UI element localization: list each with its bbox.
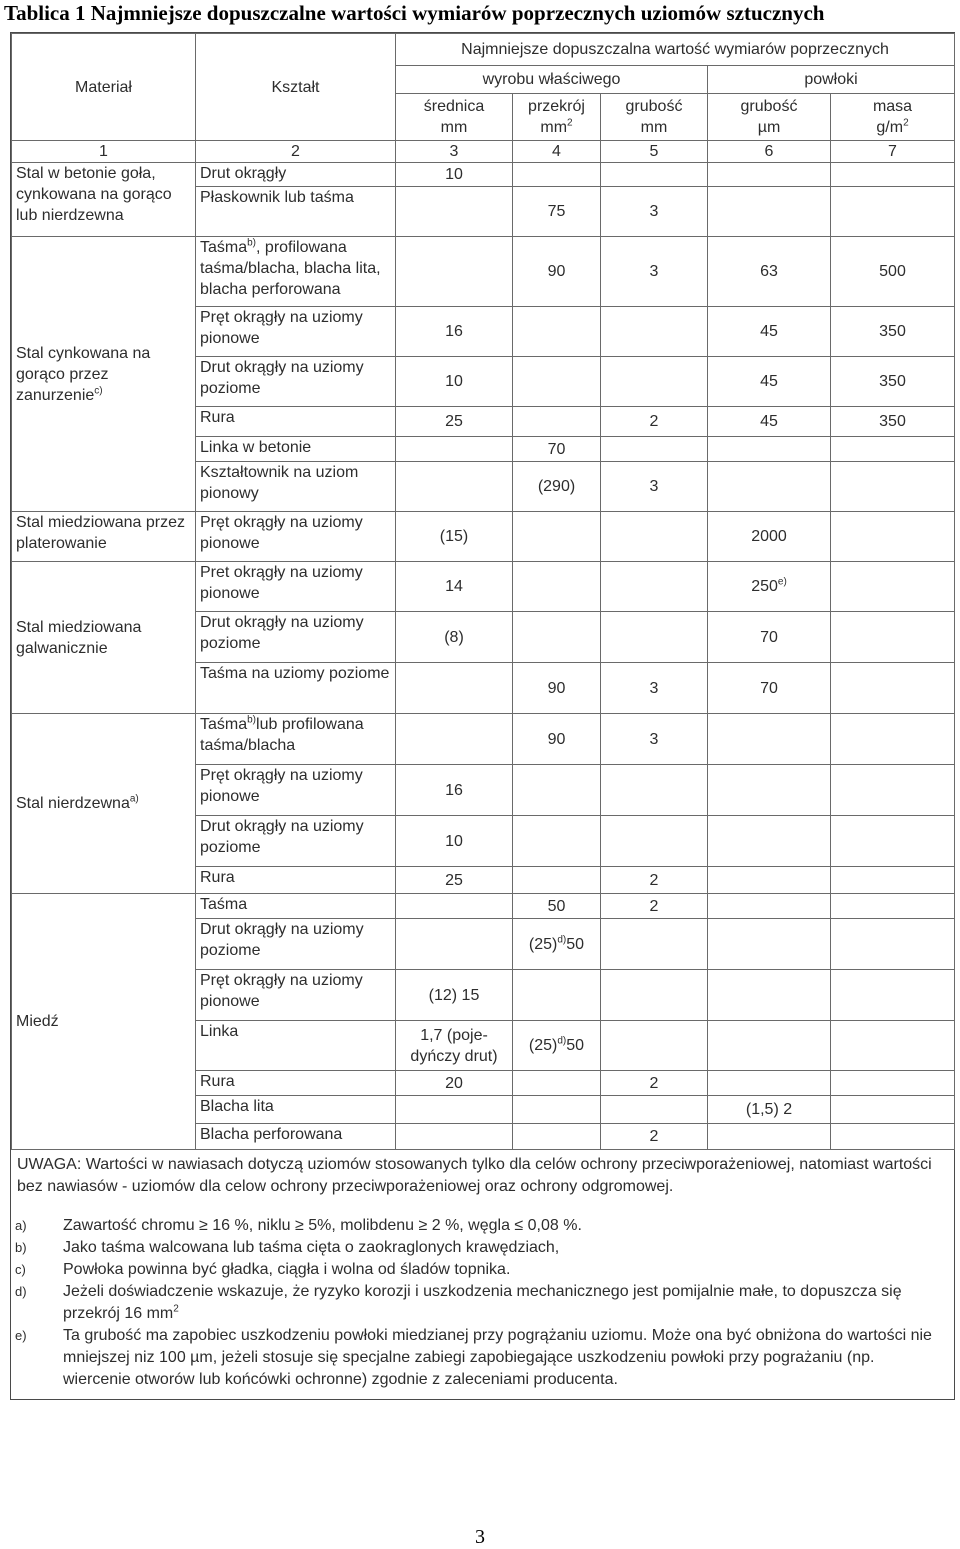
coating-mass-value [831,163,955,187]
header-coating-thickness: grubość µm [708,94,831,141]
diameter-value [396,462,513,512]
diameter-value [396,894,513,919]
cross-section-value [513,307,601,357]
cross-section-value: 90 [513,714,601,765]
coating-thickness-value [708,163,831,187]
coating-mass-value [831,816,955,867]
thickness-value: 3 [601,462,708,512]
shape-cell: Pręt okrągły na uziomy pionowe [196,512,396,562]
shape-cell: Rura [196,407,396,437]
footnote-text: Powłoka powinna być gładka, ciągła i wolna od śladów topnika. [63,1261,511,1278]
header-material: Materiał [12,34,196,141]
coating-mass-value [831,867,955,894]
coating-thickness-value: 45 [708,407,831,437]
cross-section-value [513,407,601,437]
diameter-value [396,714,513,765]
coating-mass-value [831,765,955,816]
material-cell: Stal nierdzewna$^{a)}$ [12,714,196,894]
note-text: UWAGA: Wartości w nawiasach dotyczą uziomów stosowanych tylko dla celów ochrony przeciwporażeniowej, natomiast wartości bez nawiasów - uziomów dla celow ochrony przeciwporażeniowej oraz ochrony odgromowej. [17,1156,932,1195]
shape-cell: Płaskownik lub taśma [196,187,396,237]
thickness-value [601,919,708,970]
coating-mass-value: 350 [831,357,955,407]
cross-section-value: $(25)^{d)}50$ [513,919,601,970]
column-number: 7 [831,141,955,163]
coating-thickness-value: 70 [708,663,831,714]
coating-thickness-value: 2000 [708,512,831,562]
shape-cell: Linka [196,1021,396,1071]
coating-thickness-value [708,1124,831,1150]
coating-thickness-value [708,1071,831,1096]
diameter-value: 25 [396,867,513,894]
header-shape: Kształt [196,34,396,141]
column-number: 5 [601,141,708,163]
coating-thickness-value [708,867,831,894]
column-number: 3 [396,141,513,163]
thickness-value [601,163,708,187]
thickness-value: 3 [601,714,708,765]
cross-section-value [513,612,601,663]
column-number-row [12,141,955,163]
coating-mass-value [831,919,955,970]
shape-cell: Drut okrągły na uziomy poziome [196,816,396,867]
cross-section-value: 70 [513,437,601,462]
coating-thickness-value: 45 [708,357,831,407]
material-cell: Stal cynkowana na gorąco przez zanurzenie$^{c)}$ [12,237,196,512]
cross-section-value: 90 [513,237,601,307]
coating-mass-value [831,1071,955,1096]
diameter-value: (12) 15 [396,970,513,1021]
table-title: Tablica 1 Najmniejsze dopuszczalne wartości wymiarów poprzecznych uziomów sztucznych [4,1,825,25]
shape-cell: Drut okrągły [196,163,396,187]
shape-cell: Linka w betonie [196,437,396,462]
coating-thickness-value: 70 [708,612,831,663]
material-cell: Stal miedziowana przez platerowanie [12,512,196,562]
cross-section-value [513,1096,601,1124]
material-cell: Stal w betonie goła, cynkowana na gorąco lub nierdzewna [12,163,196,237]
diameter-value: 20 [396,1071,513,1096]
column-number: 1 [12,141,196,163]
coating-thickness-value [708,462,831,512]
diameter-value: (8) [396,612,513,663]
shape-cell: Drut okrągły na uziomy poziome [196,357,396,407]
footnote-text: Jako taśma walcowana lub taśma cięta o zaokraglonych krawędziach, [63,1239,560,1256]
cross-section-value [513,562,601,612]
coating-mass-value [831,512,955,562]
diameter-value: 16 [396,307,513,357]
thickness-value [601,357,708,407]
shape-cell: Taśma$^{b)}$, profilowana taśma/blacha, blacha lita, blacha perforowana [196,237,396,307]
coating-thickness-value [708,187,831,237]
thickness-value [601,1096,708,1124]
diameter-value [396,187,513,237]
material-cell: Stal miedziowana galwanicznie [12,562,196,714]
table-row [12,562,955,612]
coating-mass-value [831,562,955,612]
diameter-value: (15) [396,512,513,562]
header-coating: powłoki [708,66,955,94]
cross-section-value [513,765,601,816]
diameter-value: 10 [396,163,513,187]
coating-mass-value [831,462,955,512]
coating-thickness-value [708,919,831,970]
coating-thickness-value: 45 [708,307,831,357]
thickness-value: 2 [601,867,708,894]
coating-thickness-value [708,714,831,765]
coating-thickness-value [708,816,831,867]
diameter-value: 10 [396,357,513,407]
cross-section-value: 90 [513,663,601,714]
thickness-value [601,970,708,1021]
shape-cell: Pręt okrągły na uziomy pionowe [196,307,396,357]
shape-cell: Taśma$^{b)}$lub profilowana taśma/blacha [196,714,396,765]
footnote-mark: d) [15,1284,27,1299]
table-row [12,714,955,765]
column-number: 2 [196,141,396,163]
diameter-value [396,919,513,970]
coating-mass-value: 350 [831,407,955,437]
shape-cell: Drut okrągły na uziomy poziome [196,919,396,970]
cross-section-value: 75 [513,187,601,237]
shape-cell: Pret okrągły na uziomy pionowe [196,562,396,612]
shape-cell: Pręt okrągły na uziomy pionowe [196,970,396,1021]
footnote-mark: c) [15,1262,26,1277]
column-number: 4 [513,141,601,163]
thickness-value: 2 [601,894,708,919]
header-coating-mass: masa $g/m^2$ [831,94,955,141]
cross-section-value [513,512,601,562]
coating-mass-value [831,663,955,714]
coating-mass-value [831,612,955,663]
cross-section-value: $(25)^{d)}50$ [513,1021,601,1071]
material-cell: Miedź [12,894,196,1150]
coating-thickness-value [708,437,831,462]
diameter-value [396,437,513,462]
table-row [12,163,955,187]
footnote-text: Jeżeli doświadczenie wskazuje, że ryzyko korozji i uszkodzenia mechanicznego jest pomijalnie małe, to dopuszcza się przekrój 16 $mm^2$ [63,1283,902,1322]
coating-thickness-value [708,765,831,816]
diameter-value: 16 [396,765,513,816]
diameter-value: 10 [396,816,513,867]
coating-thickness-value [708,1021,831,1071]
thickness-value [601,612,708,663]
coating-mass-value [831,1021,955,1071]
coating-mass-value [831,894,955,919]
page-number: 3 [475,1526,485,1548]
coating-thickness-value [708,970,831,1021]
diameter-value: 14 [396,562,513,612]
coating-thickness-value: 63 [708,237,831,307]
table-row [12,237,955,307]
header-diameter: średnica mm [396,94,513,141]
thickness-value [601,816,708,867]
coating-mass-value: 350 [831,307,955,357]
header-product: wyrobu właściwego [396,66,708,94]
coating-mass-value: 500 [831,237,955,307]
thickness-value: 2 [601,1071,708,1096]
coating-mass-value [831,970,955,1021]
shape-cell: Rura [196,867,396,894]
thickness-value [601,1021,708,1071]
coating-mass-value [831,714,955,765]
shape-cell: Rura [196,1071,396,1096]
table-sheet [10,32,955,1400]
thickness-value [601,512,708,562]
footnote-mark: e) [15,1328,27,1343]
cross-section-value [513,816,601,867]
thickness-value: 2 [601,1124,708,1150]
header-cross-section: przekrój $mm^2$ [513,94,601,141]
table-row [12,512,955,562]
cross-section-value [513,867,601,894]
diameter-value [396,1096,513,1124]
cross-section-value [513,1071,601,1096]
footnote-text: Ta grubość ma zapobiec uszkodzeniu powłoki miedzianej przy pogrążaniu uziomu. Może ona być obniżona do wartości nie mniejszej niz 100 µm, jeżeli stosuje się specjalne zabiegi zapobiegające uszkodzeniu powłoki przy pograżaniu (np. wiercenie otworów lub końcówki ochronne) zgodnie z zaleceniami producenta. [63,1327,932,1388]
coating-thickness-value [708,894,831,919]
shape-cell: Taśma na uziomy poziome [196,663,396,714]
coating-mass-value [831,187,955,237]
diameter-value [396,1124,513,1150]
column-number: 6 [708,141,831,163]
coating-thickness-value: (1,5) 2 [708,1096,831,1124]
shape-cell: Drut okrągły na uziomy poziome [196,612,396,663]
thickness-value: 2 [601,407,708,437]
footnote-mark: b) [15,1240,27,1255]
thickness-value [601,437,708,462]
diameter-value: 1,7 (poje-dyńczy drut) [396,1021,513,1071]
table-row [12,894,955,919]
thickness-value: 3 [601,237,708,307]
diameter-value [396,237,513,307]
cross-section-value: 50 [513,894,601,919]
shape-cell: Blacha perforowana [196,1124,396,1150]
diameter-value [396,663,513,714]
thickness-value [601,562,708,612]
shape-cell: Kształtownik na uziom pionowy [196,462,396,512]
diameter-value: 25 [396,407,513,437]
cross-section-value [513,163,601,187]
header-row-1 [12,34,955,66]
coating-mass-value [831,437,955,462]
thickness-value [601,307,708,357]
shape-cell: Taśma [196,894,396,919]
cross-section-value: (290) [513,462,601,512]
coating-thickness-value: 250$^{e)}$ [708,562,831,612]
shape-cell: Pręt okrągły na uziomy pionowe [196,765,396,816]
coating-mass-value [831,1096,955,1124]
dimensions-table [11,33,955,1150]
header-thickness: grubość mm [601,94,708,141]
thickness-value: 3 [601,187,708,237]
cross-section-value [513,357,601,407]
cross-section-value [513,970,601,1021]
cross-section-value [513,1124,601,1150]
footnote-mark: a) [15,1218,27,1233]
footnote-text: Zawartość chromu ≥ 16 %, niklu ≥ 5%, molibdenu ≥ 2 %, węgla ≤ 0,08 %. [63,1217,582,1234]
coating-mass-value [831,1124,955,1150]
thickness-value [601,765,708,816]
header-group: Najmniejsze dopuszczalna wartość wymiarów poprzecznych [396,34,955,66]
thickness-value: 3 [601,663,708,714]
shape-cell: Blacha lita [196,1096,396,1124]
